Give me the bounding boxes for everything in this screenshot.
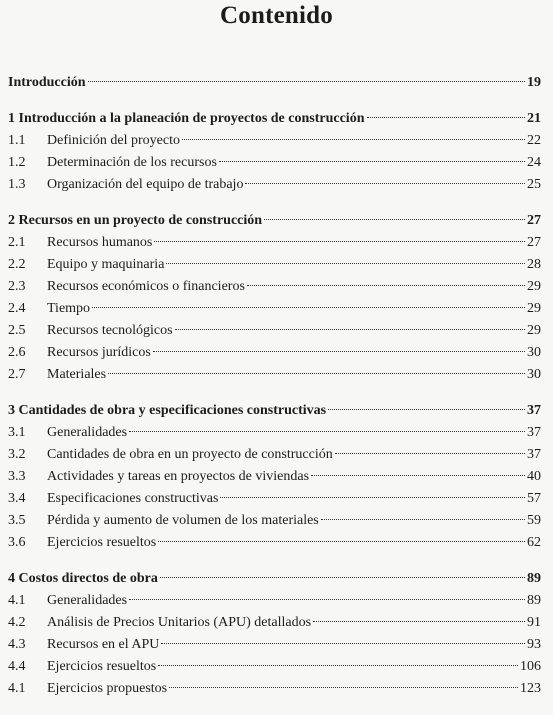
toc-section-entry [8,174,541,196]
page-number: 29 [527,301,541,316]
section-number: 2.6 [8,345,26,360]
page-number: 40 [527,469,541,484]
page-number: 19 [527,75,541,90]
entry-title: Pérdida y aumento de volumen de los materiales [47,513,319,528]
entry-title: Generalidades [47,425,128,440]
entry-title: Tiempo [47,301,91,316]
page-number: 106 [520,659,541,674]
page-title: Contenido [220,2,333,29]
dot-leader [321,519,525,520]
section-number: 4.1 [8,681,26,696]
dot-leader [313,621,525,622]
dot-leader [367,117,526,118]
entry-title: Ejercicios resueltos [47,535,157,550]
section-number: 4.1 [8,593,26,608]
dot-leader [166,263,525,264]
section-number: 3.5 [8,513,26,528]
entry-title: Análisis de Precios Unitarios (APU) detallados [47,615,312,630]
toc-section-entry [8,298,541,320]
entry-title: Especificaciones constructivas [47,491,219,506]
page-number: 28 [527,257,541,272]
toc-section-entry [8,130,541,152]
toc-section-entry [8,364,541,386]
toc-section-entry [8,488,541,510]
dot-leader [335,453,525,454]
page-number: 30 [527,345,541,360]
section-number: 2.3 [8,279,26,294]
section-number: 2.4 [8,301,26,316]
section-number: 1.1 [8,133,26,148]
toc-section-entry [8,590,541,612]
entry-title: 2 Recursos en un proyecto de construcción [8,213,263,228]
entry-title: Determinación de los recursos [47,155,217,170]
toc-section-entry [8,342,541,364]
entry-title: Cantidades de obra en un proyecto de construcción [47,447,333,462]
toc-section-entry [8,320,541,342]
toc-section-entry [8,232,541,254]
entry-title: Actividades y tareas en proyectos de viviendas [47,469,310,484]
toc-section-entry [8,444,541,466]
toc-section-entry [8,254,541,276]
toc-section-entry [8,634,541,656]
page-number: 93 [527,637,541,652]
section-number: 2.5 [8,323,26,338]
toc-section-entry [8,276,541,298]
section-number: 1.2 [8,155,26,170]
entry-title: Recursos económicos o financieros [47,279,245,294]
section-number: 4.3 [8,637,26,652]
toc-chapter-entry [8,400,541,422]
page-number: 123 [520,681,541,696]
page-number: 89 [527,571,541,586]
toc-section-entry [8,656,541,678]
page-number: 22 [527,133,541,148]
section-number: 2.1 [8,235,26,250]
dot-leader [264,219,525,220]
dot-leader [88,81,525,82]
page-number: 89 [527,593,541,608]
dot-leader [161,643,525,644]
dot-leader [182,139,525,140]
page-number: 27 [527,235,541,250]
page-number: 37 [527,447,541,462]
dot-leader [160,577,525,578]
toc-chapter-entry [8,72,541,94]
page-number: 57 [527,491,541,506]
toc-section-entry [8,532,541,554]
section-number: 3.4 [8,491,26,506]
entry-title: Definición del proyecto [47,133,180,148]
section-number: 3.3 [8,469,26,484]
section-number: 3.1 [8,425,26,440]
entry-title: Ejercicios resueltos [47,659,157,674]
table-of-contents [8,72,541,700]
dot-leader [219,161,525,162]
entry-title: Recursos tecnológicos [47,323,173,338]
page-number: 37 [527,403,541,418]
dot-leader [108,373,525,374]
section-number: 2.7 [8,367,26,382]
dot-leader [153,351,525,352]
toc-section-entry [8,678,541,700]
toc-section-entry [8,466,541,488]
entry-title: 4 Costos directos de obra [8,571,158,586]
dot-leader [92,307,525,308]
dot-leader [129,431,525,432]
dot-leader [158,541,525,542]
page-number: 24 [527,155,541,170]
entry-title: 1 Introducción a la planeación de proyectos de construcción [8,111,365,126]
page-number: 62 [527,535,541,550]
toc-section-entry [8,422,541,444]
dot-leader [328,409,525,410]
dot-leader [245,183,525,184]
dot-leader [247,285,525,286]
toc-section-entry [8,510,541,532]
entry-title: Recursos humanos [47,235,153,250]
toc-chapter-entry [8,108,541,130]
entry-title: Organización del equipo de trabajo [47,177,244,192]
page-number: 37 [527,425,541,440]
section-number: 2.2 [8,257,26,272]
entry-title: 3 Cantidades de obra y especificaciones constructivas [8,403,327,418]
page-number: 30 [527,367,541,382]
toc-section-entry [8,612,541,634]
dot-leader [169,687,518,688]
toc-section-entry [8,152,541,174]
entry-title: Generalidades [47,593,128,608]
page-number: 29 [527,323,541,338]
dot-leader [175,329,525,330]
page-number: 59 [527,513,541,528]
section-number: 1.3 [8,177,26,192]
dot-leader [154,241,525,242]
toc-chapter-entry [8,568,541,590]
entry-title: Introducción [8,75,86,90]
section-number: 3.6 [8,535,26,550]
toc-chapter-entry [8,210,541,232]
page-number: 27 [527,213,541,228]
dot-leader [311,475,525,476]
entry-title: Materiales [47,367,107,382]
page-number: 21 [527,111,541,126]
entry-title: Recursos jurídicos [47,345,151,360]
section-number: 4.2 [8,615,26,630]
dot-leader [158,665,518,666]
section-number: 4.4 [8,659,26,674]
section-number: 3.2 [8,447,26,462]
page-number: 29 [527,279,541,294]
dot-leader [220,497,525,498]
entry-title: Recursos en el APU [47,637,160,652]
page-number: 91 [527,615,541,630]
entry-title: Ejercicios propuestos [47,681,168,696]
page-number: 25 [527,177,541,192]
dot-leader [129,599,525,600]
entry-title: Equipo y maquinaria [47,257,165,272]
